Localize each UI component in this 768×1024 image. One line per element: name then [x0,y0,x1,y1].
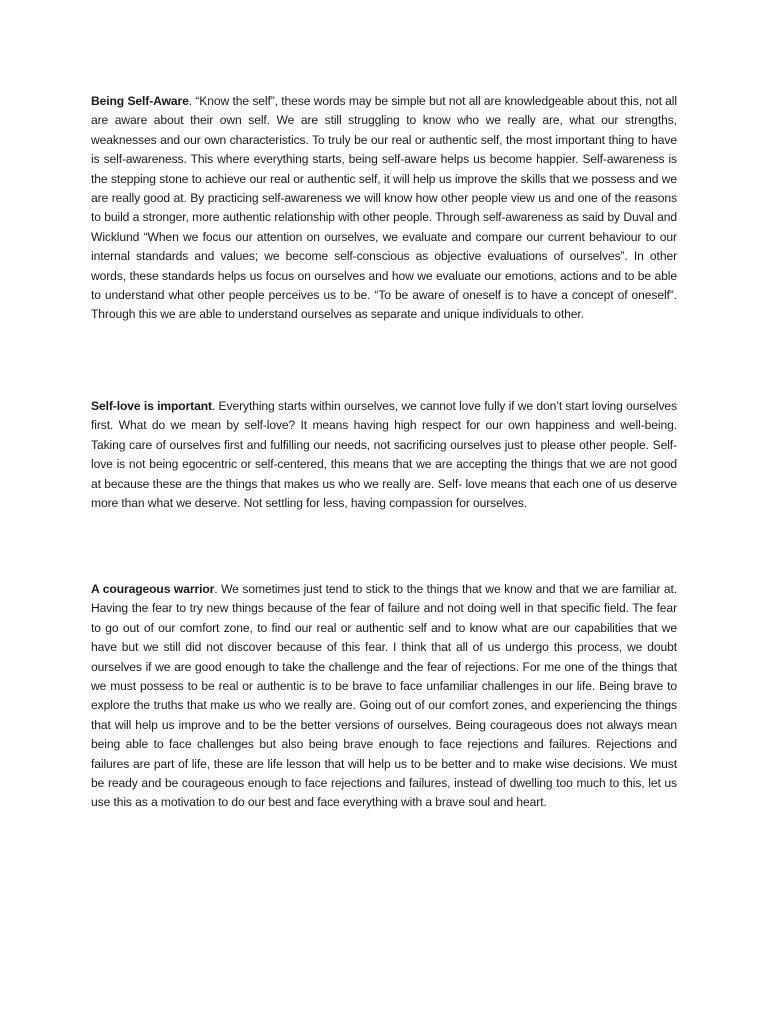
paragraph-heading: Self-love is important [91,399,212,413]
paragraph-heading: Being Self-Aware [91,94,189,108]
paragraph-self-love [91,397,677,513]
paragraph-heading: A courageous warrior [91,582,215,596]
paragraph-body: . We sometimes just tend to stick to the things that we know and that we are familiar at. Having the fear to try new things because of the fear of failure and not doing well in that specific field. The fear to go out of our comfort zone, to find our real or authentic self and to know what are our capabilities that we have but we still did not discover because of this fear. I think that all of us undergo this process, we doubt ourselves if we are good enough to take the challenge and the fear of rejections. For me one of the things that we must possess to be real or authentic is to be brave to face unfamiliar challenges in our life. Being brave to explore the truths that make us who we really are. Going out of our comfort zones, and experiencing the things that will help us improve and to be the better versions of ourselves. Being courageous does not always mean being able to face challenges but also being brave enough to face rejections and failures. Rejections and failures are part of life, these are life lesson that will help us to be better and to make wise decisions. We must be ready and be courageous enough to face rejections and failures, instead of dwelling too much to this, let us use this as a motivation to do our best and face everything with a brave soul and heart. [91,582,677,810]
paragraph-courageous-warrior [91,580,677,813]
paragraph-body: . “Know the self”, these words may be simple but not all are knowledgeable about this, not all are aware about their own self. We are still struggling to know who we really are, what our strengths, weaknesses and our own characteristics. To truly be our real or authentic self, the most important thing to have is self-awareness. This where everything starts, being self-aware helps us become happier. Self-awareness is the stepping stone to achieve our real or authentic self, it will help us improve the skills that we possess and we are really good at. By practicing self-awareness we will know how other people view us and one of the reasons to build a stronger, more authentic relationship with other people. Through self-awareness as said by Duval and Wicklund “When we focus our attention on ourselves, we evaluate and compare our current behaviour to our internal standards and values; we become self-conscious as objective evaluations of ourselves”. In other words, these standards helps us focus on ourselves and how we evaluate our emotions, actions and to be able to understand what other people perceives us to be. “To be aware of oneself is to have a concept of oneself”. Through this we are able to understand ourselves as separate and unique individuals to other. [91,94,677,322]
paragraph-body: . Everything starts within ourselves, we cannot love fully if we don’t start loving ourselves first. What do we mean by self-love? It means having high respect for our own happiness and well-being. Taking care of ourselves first and fulfilling our needs, not sacrificing ourselves just to please other people. Self-love is not being egocentric or self-centered, this means that we are accepting the things that we are not good at because these are the things that makes us who we really are. Self- love means that each one of us deserve more than what we deserve. Not settling for less, having compassion for ourselves. [91,399,677,511]
paragraph-being-self-aware [91,92,677,325]
